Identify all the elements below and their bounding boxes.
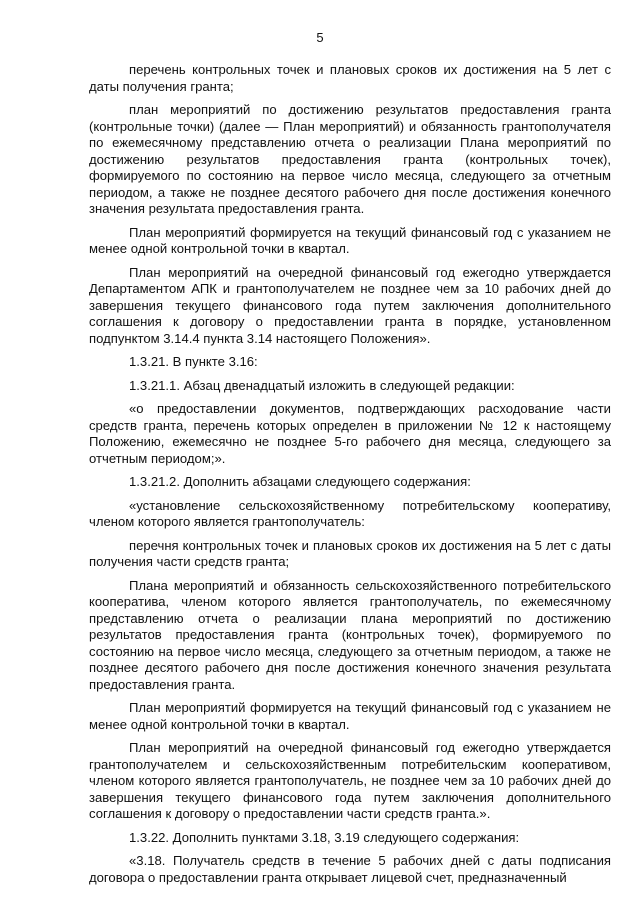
- document-body: [89, 62, 611, 893]
- paragraph: 1.3.22. Дополнить пунктами 3.18, 3.19 следующего содержания:: [129, 829, 520, 845]
- paragraph: «установление сельскохозяйственному потребительскому кооперативу, членом которого является грантополучатель:: [89, 497, 611, 529]
- paragraph: План мероприятий формируется на текущий финансовый год с указанием не менее одной контрольной точки в квартал.: [89, 700, 611, 732]
- paragraph: План мероприятий на очередной финансовый год ежегодно утверждается Департаментом АПК и грантополучателем не позднее чем за 10 рабочих дней до завершения текущего финансового года путем заключения дополнительного соглашения к договору о предоставлении гранта в порядке, установленном подпунктом 3.14.4 пункта 3.14 настоящего Положения».: [89, 264, 611, 346]
- page-number: 5: [316, 30, 324, 45]
- paragraph: «3.18. Получатель средств в течение 5 рабочих дней с даты подписания договора о предоставлении гранта открывает лицевой счет, предназначенный: [89, 853, 611, 885]
- paragraph: 1.3.21.1. Абзац двенадцатый изложить в следующей редакции:: [129, 377, 515, 393]
- paragraph: 1.3.21.2. Дополнить абзацами следующего содержания:: [129, 474, 471, 489]
- paragraph: перечня контрольных точек и плановых сроков их достижения на 5 лет с даты получения части средств гранта;: [89, 537, 611, 569]
- paragraph: план мероприятий по достижению результатов предоставления гранта (контрольные точки) (далее — План мероприятий) и обязанность грантополучателя по ежемесячному представлению отчета о реализации Плана мероприятий по достижению результатов предоставления гранта (контрольных точек), формируемого по состоянию на первое число месяца, следующего за отчетным периодом, а также не позднее десятого рабочего дня после достижения конечного значения результата предоставления гранта.: [89, 102, 611, 216]
- paragraph: перечень контрольных точек и плановых сроков их достижения на 5 лет с даты получения гранта;: [89, 62, 611, 94]
- paragraph: План мероприятий на очередной финансовый год ежегодно утверждается грантополучателем и сельскохозяйственным потребительским кооперативом, членом которого является грантополучатель, не позднее чем за 10 рабочих дней до завершения текущего финансового года путем заключения дополнительного соглашения к договору о предоставлении части средств гранта.».: [89, 740, 611, 821]
- paragraph: «о предоставлении документов, подтверждающих расходование части средств гранта, перечень которых определен в приложении № 12 к настоящему Положению, ежемесячно не позднее 5-го рабочего дня месяца, следующего за отчетным периодом;».: [89, 401, 611, 466]
- paragraph: План мероприятий формируется на текущий финансовый год с указанием не менее одной контрольной точки в квартал.: [89, 224, 611, 256]
- paragraph: 1.3.21. В пункте 3.16:: [129, 354, 258, 369]
- paragraph: Плана мероприятий и обязанность сельскохозяйственного потребительского кооператива, членом которого является грантополучатель, по ежемесячному представлению отчета о реализации плана мероприятий по достижению результатов предоставления гранта (контрольных точек), формируемого по состоянию на первое число месяца, следующего за отчетным периодом, а также не позднее десятого рабочего дня после достижения конечного значения результата предоставления гранта.: [89, 577, 611, 692]
